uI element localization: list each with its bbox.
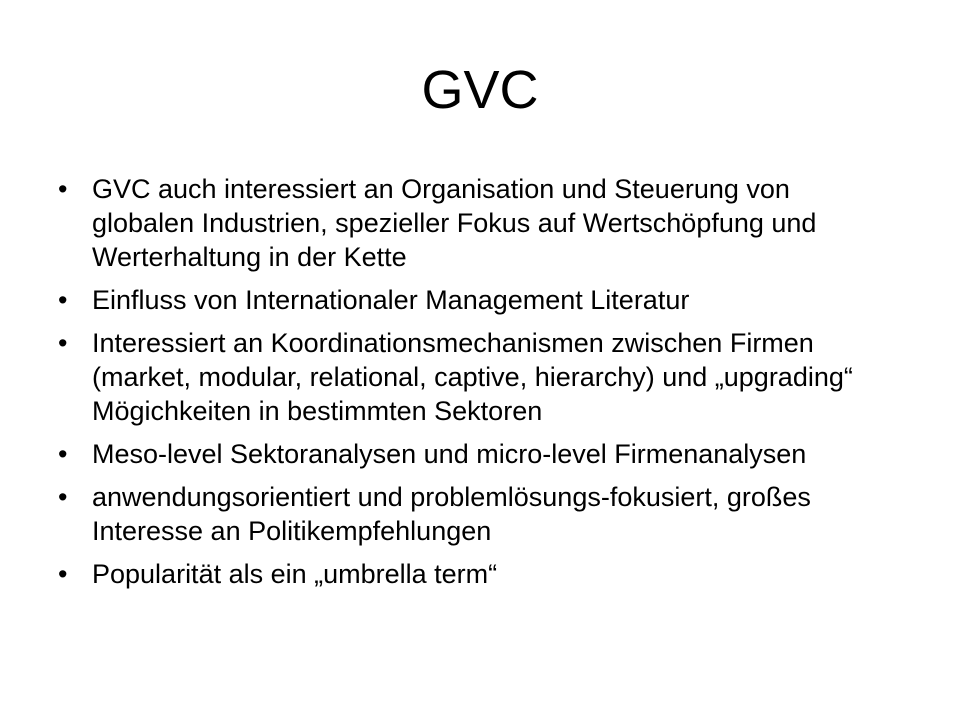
bullet-icon: • bbox=[58, 285, 68, 315]
bullet-text: Interessiert an Koordinationsmechanismen zwischen Firmen (market, modular, relational, captive, hierarchy) und „upgrading“ Mögichkeiten in bestimmten Sektoren bbox=[92, 328, 853, 426]
bullet-icon: • bbox=[58, 559, 68, 589]
bullet-icon: • bbox=[58, 328, 68, 358]
bullet-text: Einfluss von Internationaler Management Literatur bbox=[92, 285, 690, 315]
bullet-item bbox=[58, 480, 878, 548]
bullet-icon: • bbox=[58, 439, 68, 469]
slide-title: GVC bbox=[421, 60, 539, 120]
bullet-text: anwendungsorientiert und problemlösungs-fokusiert, großes Interesse an Politikempfehlungen bbox=[92, 482, 811, 546]
bullet-item bbox=[58, 557, 878, 591]
bullet-item bbox=[58, 326, 878, 428]
bullet-text: Popularität als ein „umbrella term“ bbox=[92, 559, 498, 589]
bullet-list bbox=[58, 172, 878, 600]
bullet-text: Meso-level Sektoranalysen und micro-level Firmenanalysen bbox=[92, 439, 807, 469]
bullet-icon: • bbox=[58, 174, 68, 204]
bullet-icon: • bbox=[58, 482, 68, 512]
bullet-item bbox=[58, 437, 878, 471]
bullet-item bbox=[58, 172, 878, 274]
bullet-item bbox=[58, 283, 878, 317]
bullet-text: GVC auch interessiert an Organisation und Steuerung von globalen Industrien, spezieller Fokus auf Wertschöpfung und Werterhaltung in der Kette bbox=[92, 174, 817, 272]
